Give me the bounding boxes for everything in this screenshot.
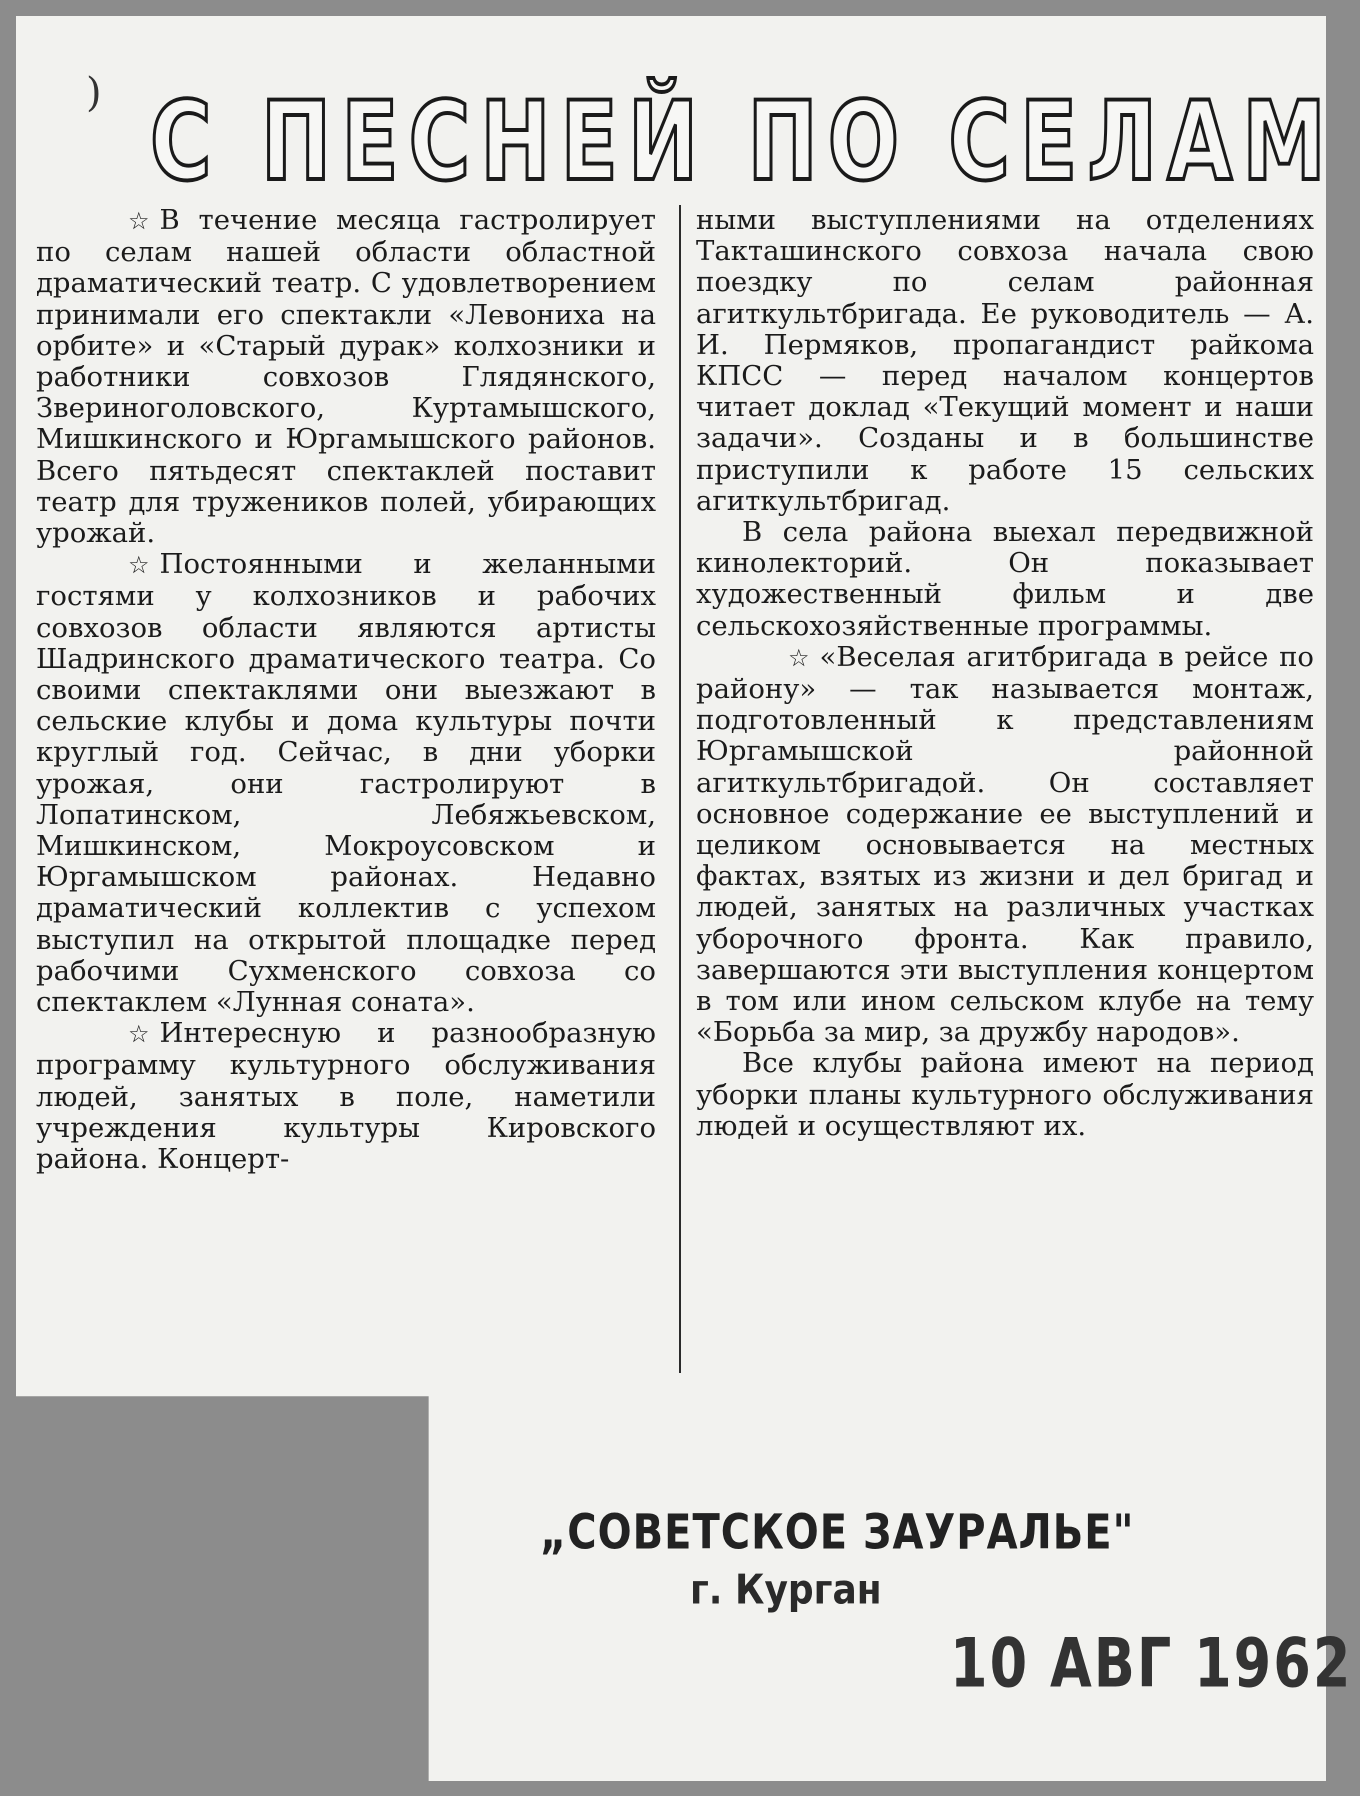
paragraph-text: Все клубы района имеют на период уборки планы культурного обслуживания людей и осуществляют их. xyxy=(696,1047,1314,1142)
paragraph xyxy=(36,205,656,549)
stamp-newspaper-name: „СОВЕТСКОЕ ЗАУРАЛЬЕ" xyxy=(540,1505,1135,1561)
column-divider xyxy=(679,205,681,1373)
paragraph xyxy=(36,1018,656,1175)
paragraph xyxy=(36,549,656,1018)
paragraph-text: Интересную и разнообразную программу культурного обслуживания людей, занятых в поле, наметили учреждения культуры Кировского района. Концерт- xyxy=(36,1017,656,1176)
stamp-city: г. Курган xyxy=(690,1566,882,1615)
paragraph-text: В села района выехал передвижной кинолекторий. Он показывает художественный фильм и две сельскохозяйственные программы. xyxy=(696,516,1314,642)
corner-mark: ) xyxy=(86,70,102,116)
star-icon: ☆ xyxy=(128,1020,150,1049)
star-icon: ☆ xyxy=(128,551,150,580)
paragraph xyxy=(696,517,1314,642)
paragraph-text: Постоянными и желанными гостями у колхозников и рабочих совхозов области являются артисты Шадринского драматического театра. Со своими спектаклями они выезжают в сельские клубы и дома культуры почти круглый год. Сейчас, в дни уборки урожая, они гастролируют в Лопатинском, Лебяжьевском, Мишкинском, Мокроусовском и Юргамышском районах. Недавно драматический коллектив с успехом выступил на открытой площадке перед рабочими Сухменского совхоза со спектаклем «Лунная соната». xyxy=(36,548,656,1019)
paragraph xyxy=(696,642,1314,1049)
paragraph xyxy=(696,205,1314,517)
headline: С ПЕСНЕЙ ПО СЕЛАМ xyxy=(150,77,1336,206)
star-icon: ☆ xyxy=(788,643,810,672)
right-column xyxy=(696,205,1314,1142)
star-icon: ☆ xyxy=(128,207,150,235)
paragraph-text: В течение месяца гастролирует по селам нашей области областной драматический театр. С удовлетворением принимали его спектакли «Левониха на орбите» и «Старый дурак» колхозники и работники совхозов Глядянского, Звериноголовского, Куртамышского, Мишкинского и Юргамышского районов. Всего пятьдесят спектаклей поставит театр для тружеников полей, убирающих урожай. xyxy=(36,204,656,550)
left-column xyxy=(36,205,656,1175)
paragraph-text: «Веселая агитбригада в рейсе по району» — так называется монтаж, подготовленный к представлениям Юргамышской районной агиткультбригадой. Он составляет основное содержание ее выступлений и целиком основывается на местных фактах, взятых из жизни и дел бригад и людей, занятых на различных участках уборочного фронта. Как правило, завершаются эти выступления концертом в том или ином сельском клубе на тему «Борьба за мир, за дружбу народов». xyxy=(696,640,1314,1049)
paragraph-text: ными выступлениями на отделениях Такташинского совхоза начала свою поездку по селам районная агиткультбригада. Ее руководитель — А. И. Пермяков, пропагандист райкома КПСС — перед началом концертов читает доклад «Текущий момент и наши задачи». Созданы и в большинстве приступили к работе 15 сельских агиткультбригад. xyxy=(696,204,1314,517)
paragraph xyxy=(696,1048,1314,1142)
stamp-date: 10 АВГ 1962 xyxy=(950,1624,1353,1703)
